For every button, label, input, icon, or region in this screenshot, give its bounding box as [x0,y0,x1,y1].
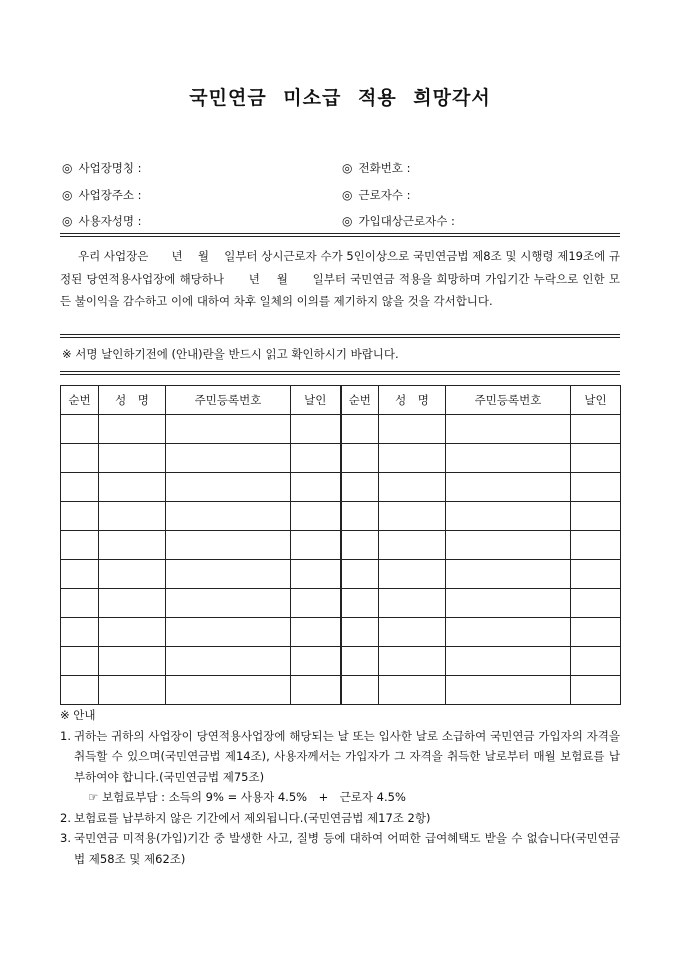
worker-count-label: 근로자수 : [358,188,411,202]
table-cell[interactable] [99,444,166,473]
circle-marker-icon: ◎ [62,161,73,175]
table-cell[interactable] [446,473,571,502]
column-header: 성 명 [379,386,446,415]
document-title: 국민연금 미소급 적용 희망각서 [189,87,491,109]
table-cell[interactable] [379,444,446,473]
table-cell[interactable] [61,676,99,705]
seal-cell[interactable] [571,444,621,473]
business-address-label: 사업장주소 : [78,188,142,202]
guide-item-text: 국민연금 미적용(가입)기간 중 발생한 사고, 질병 등에 대하여 어떠한 급여혜택도 받을 수 없습니다(국민연금법 제58조 및 제62조) [74,831,620,866]
table-row [61,444,621,473]
table-cell[interactable] [99,560,166,589]
seal-cell[interactable] [571,618,621,647]
table-cell[interactable] [379,647,446,676]
table-row [61,560,621,589]
table-cell[interactable] [341,473,379,502]
table-row [61,473,621,502]
business-name-field [62,160,142,176]
table-cell[interactable] [166,444,291,473]
table-cell[interactable] [341,618,379,647]
guide-list [60,726,620,870]
premium-breakdown: ☞ 보험료부담 : 소득의 9% = 사용자 4.5% + 근로자 4.5% [88,790,406,804]
table-cell[interactable] [61,415,99,444]
table-cell[interactable] [61,531,99,560]
column-header: 순번 [341,386,379,415]
employer-name-label: 사용자성명 : [78,214,142,228]
guide-heading: ※ 안내 [60,708,96,722]
table-row [61,502,621,531]
table-header-row [61,386,621,415]
table-cell[interactable] [166,531,291,560]
table-cell[interactable] [99,618,166,647]
seal-cell[interactable] [291,444,341,473]
guide-item-number: 2. [60,810,71,825]
seal-cell[interactable] [291,531,341,560]
business-address-field [62,187,142,203]
table-cell[interactable] [341,647,379,676]
table-cell[interactable] [61,444,99,473]
table-cell[interactable] [166,647,291,676]
circle-marker-icon: ◎ [342,214,353,228]
guide-section [60,705,620,869]
table-row [61,647,621,676]
phone-label: 전화번호 : [358,161,411,175]
table-row [61,415,621,444]
table-cell[interactable] [61,473,99,502]
guide-item-number: 3. [60,831,71,845]
employer-name-field [62,213,142,229]
circle-marker-icon: ◎ [62,188,73,202]
table-cell[interactable] [446,560,571,589]
table-cell[interactable] [379,502,446,531]
seal-cell[interactable] [291,589,341,618]
table-cell[interactable] [446,647,571,676]
seal-cell[interactable] [571,647,621,676]
table-cell[interactable] [166,676,291,705]
seal-cell[interactable] [571,676,621,705]
table-cell[interactable] [341,444,379,473]
seal-cell[interactable] [571,415,621,444]
table-cell[interactable] [99,415,166,444]
guide-item-number: 1. [60,728,71,743]
table-row [61,618,621,647]
column-header: 날인 [571,386,621,415]
table-cell[interactable] [99,589,166,618]
table-cell[interactable] [379,676,446,705]
table-cell[interactable] [166,415,291,444]
signature-table [60,385,621,705]
table-cell[interactable] [166,560,291,589]
table-cell[interactable] [446,531,571,560]
table-cell[interactable] [379,618,446,647]
table-cell[interactable] [446,444,571,473]
table-cell[interactable] [99,502,166,531]
table-cell[interactable] [379,589,446,618]
eligible-worker-count-field [342,213,455,229]
table-cell[interactable] [61,502,99,531]
seal-cell[interactable] [291,415,341,444]
table-row [61,531,621,560]
signing-notice: ※ 서명 날인하기전에 (안내)란을 반드시 읽고 확인하시기 바랍니다. [62,347,399,361]
seal-cell[interactable] [571,531,621,560]
seal-cell[interactable] [291,618,341,647]
table-cell[interactable] [61,647,99,676]
table-cell[interactable] [99,676,166,705]
guide-item [60,726,620,808]
table-cell[interactable] [61,618,99,647]
column-header: 성 명 [99,386,166,415]
seal-cell[interactable] [571,589,621,618]
guide-item-text: 귀하는 귀하의 사업장이 당연적용사업장에 해당되는 날 또는 입사한 날로 소급하여 국민연금 가입자의 자격을 취득할 수 있으며(국민연금법 제14조), 사용자께서는 가입자가 그 자격을 취득한 날로부터 매월 보험료를 납부하여야 합니다.(국민연금법 제75조) [74,728,620,784]
circle-marker-icon: ◎ [342,188,353,202]
seal-cell[interactable] [571,560,621,589]
table-cell[interactable] [166,618,291,647]
table-cell[interactable] [379,560,446,589]
seal-cell[interactable] [571,473,621,502]
column-header: 날인 [291,386,341,415]
divider [60,371,620,375]
table-cell[interactable] [341,531,379,560]
table-cell[interactable] [446,415,571,444]
table-cell[interactable] [446,618,571,647]
business-name-label: 사업장명칭 : [78,161,142,175]
table-cell[interactable] [341,502,379,531]
table-cell[interactable] [341,560,379,589]
table-cell[interactable] [99,473,166,502]
table-cell[interactable] [166,502,291,531]
circle-marker-icon: ◎ [62,214,73,228]
declaration-text: 우리 사업장은 년 월 일부터 상시근로자 수가 5인이상으로 국민연금법 제8조 및 시행령 제19조에 규정된 당연적용사업장에 해당하나 년 월 일부터 국민연금 적용을 희망하며 가입기간 누락으로 인한 모든 불이익을 감수하고 이에 대하여 차후 일체의 이의를 제기하지 않을 것을 각서합니다. [60,249,620,308]
table-row [61,589,621,618]
table-row [61,676,621,705]
table-cell[interactable] [99,531,166,560]
table-cell[interactable] [341,589,379,618]
table-cell[interactable] [446,589,571,618]
circle-marker-icon: ◎ [342,161,353,175]
signature-table-body [61,415,621,705]
table-cell[interactable] [341,676,379,705]
seal-cell[interactable] [571,502,621,531]
table-cell[interactable] [166,589,291,618]
phone-field [342,160,410,176]
column-header: 순번 [61,386,99,415]
worker-count-field [342,187,410,203]
table-cell[interactable] [446,676,571,705]
seal-cell[interactable] [291,647,341,676]
table-cell[interactable] [379,415,446,444]
table-cell[interactable] [341,415,379,444]
column-header: 주민등록번호 [446,386,571,415]
seal-cell[interactable] [291,560,341,589]
guide-item [60,828,620,869]
column-header: 주민등록번호 [166,386,291,415]
guide-item [60,808,620,829]
table-cell[interactable] [166,473,291,502]
table-cell[interactable] [446,502,571,531]
divider [60,334,620,338]
guide-item-text: 보험료를 납부하지 않은 기간에서 제외됩니다.(국민연금법 제17조 2항) [74,810,431,825]
seal-cell[interactable] [291,473,341,502]
eligible-worker-count-label: 가입대상근로자수 : [358,214,455,228]
divider [60,233,620,237]
table-cell[interactable] [379,531,446,560]
seal-cell[interactable] [291,502,341,531]
seal-cell[interactable] [291,676,341,705]
table-cell[interactable] [379,473,446,502]
table-cell[interactable] [61,560,99,589]
table-cell[interactable] [99,647,166,676]
table-cell[interactable] [61,589,99,618]
